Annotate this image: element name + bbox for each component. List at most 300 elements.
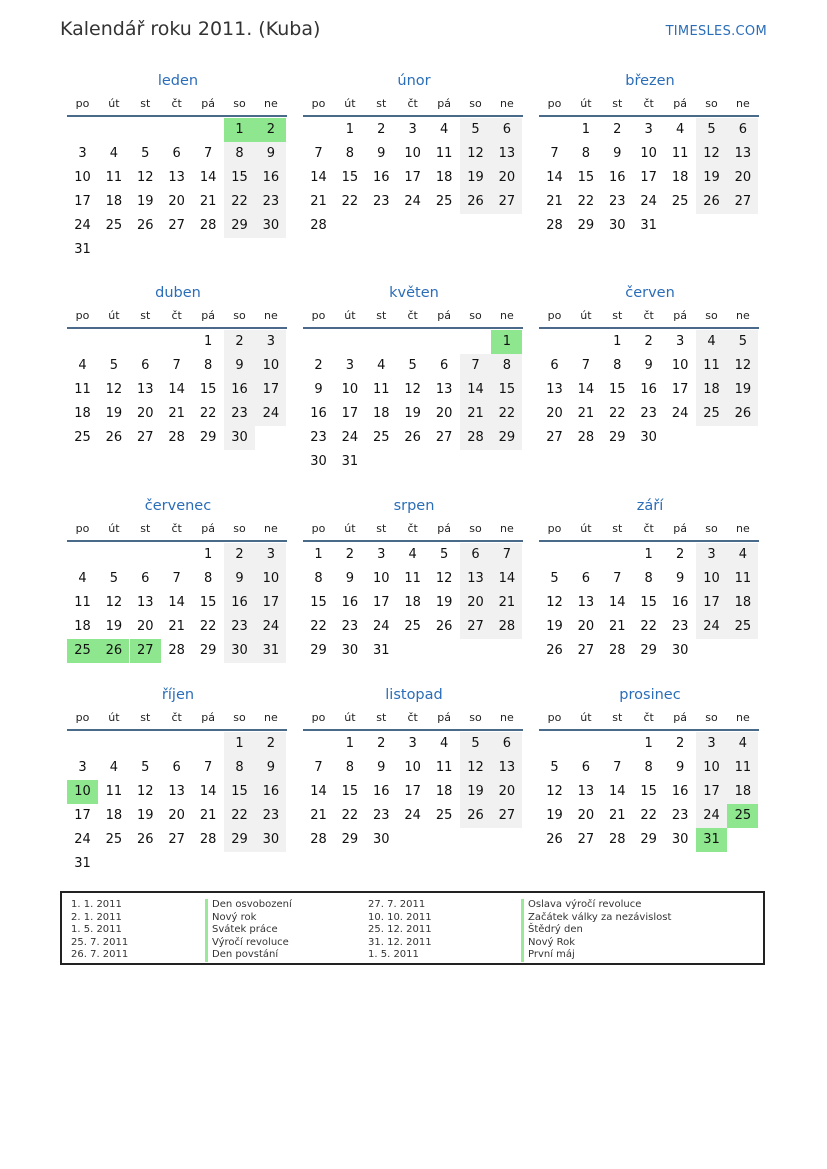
day-cell: 19 [435, 595, 453, 610]
day-cell: 16 [373, 784, 390, 799]
day-cell: 25 [435, 808, 453, 823]
weekday-header: st [376, 97, 387, 110]
day-cell: 24 [696, 804, 727, 828]
day-cell: 24 [696, 615, 727, 639]
day-cell: 14 [491, 567, 522, 591]
day-cell: 17 [74, 808, 91, 823]
holiday-date: 1. 1. 2011 [71, 899, 122, 910]
day-cell: 8 [203, 358, 213, 373]
day-cell: 20 [168, 808, 185, 823]
day-cell: 29 [609, 430, 626, 445]
day-cell: 24 [255, 615, 286, 639]
day-cell: 4 [727, 732, 758, 756]
day-cell: 28 [199, 218, 217, 233]
weekday-header: po [547, 309, 562, 322]
day-cell: 1 [203, 334, 213, 349]
day-cell: 23 [255, 190, 286, 214]
weekday-header: čt [171, 522, 182, 535]
day-cell: 21 [168, 406, 185, 421]
weekday-header: čt [407, 522, 418, 535]
day-cell: 17 [74, 194, 91, 209]
month-name: srpen [393, 498, 435, 514]
day-cell: 16 [255, 780, 286, 804]
day-cell: 10 [74, 170, 91, 185]
day-cell: 5 [460, 732, 491, 756]
weekday-header: st [140, 309, 151, 322]
day-cell: 11 [373, 382, 390, 397]
day-cell: 13 [435, 382, 453, 397]
day-cell: 14 [546, 170, 563, 185]
day-cell: 25 [727, 615, 758, 639]
day-cell: 30 [224, 426, 255, 450]
day-cell: 21 [310, 194, 327, 209]
day-cell: 23 [341, 619, 359, 634]
holiday-date: 27. 7. 2011 [368, 899, 426, 910]
day-cell: 25 [696, 402, 727, 426]
day-cell: 11 [727, 567, 758, 591]
day-cell: 20 [577, 619, 595, 634]
weekday-header: so [705, 97, 718, 110]
day-cell: 15 [199, 382, 217, 397]
month-leden [67, 73, 289, 273]
day-cell: 26 [137, 832, 154, 847]
month-divider [539, 115, 759, 117]
day-cell: 29 [199, 430, 217, 445]
day-cell: 14 [168, 382, 185, 397]
day-cell: 15 [224, 780, 255, 804]
month-name: duben [155, 285, 201, 301]
weekday-header: út [580, 97, 592, 110]
day-cell: 15 [577, 170, 595, 185]
day-cell: 1 [345, 122, 355, 137]
day-cell: 31 [640, 218, 657, 233]
day-cell: 8 [581, 146, 591, 161]
day-cell: 30 [255, 828, 286, 852]
month-červen [539, 285, 761, 485]
day-cell: 23 [310, 430, 327, 445]
day-cell: 21 [546, 194, 563, 209]
day-cell: 28 [460, 426, 491, 450]
day-cell: 31 [373, 643, 390, 658]
day-cell: 2 [377, 122, 386, 137]
day-cell: 20 [137, 406, 154, 421]
day-cell: 26 [137, 218, 154, 233]
day-cell: 19 [546, 619, 563, 634]
day-cell: 3 [255, 330, 286, 354]
day-cell: 6 [172, 146, 181, 161]
holiday-date: 2. 1. 2011 [71, 911, 122, 923]
month-divider [67, 327, 287, 329]
day-cell: 25 [404, 619, 421, 634]
weekday-header: ne [736, 522, 750, 535]
weekday-header: po [75, 97, 90, 110]
day-cell: 12 [546, 784, 563, 799]
day-cell: 27 [168, 218, 185, 233]
weekday-header: so [469, 309, 482, 322]
day-cell: 4 [109, 146, 119, 161]
day-cell: 2 [644, 334, 653, 349]
day-cell: 9 [377, 146, 386, 161]
day-cell: 10 [671, 358, 689, 373]
month-name: prosinec [619, 687, 681, 703]
holiday-dates-right [368, 899, 432, 962]
day-cell: 9 [675, 571, 685, 586]
day-cell: 24 [255, 402, 286, 426]
day-cell: 30 [224, 639, 255, 663]
day-cell: 8 [224, 756, 255, 780]
day-cell: 29 [224, 828, 255, 852]
day-cell: 25 [105, 218, 123, 233]
day-cell: 26 [404, 430, 421, 445]
day-cell: 30 [640, 430, 657, 445]
month-červenec [67, 498, 289, 698]
day-cell: 2 [345, 547, 355, 562]
month-divider [303, 540, 523, 542]
weekday-header: st [140, 711, 151, 724]
weekday-header: pá [201, 97, 215, 110]
day-cell: 11 [435, 146, 453, 161]
day-cell: 18 [74, 406, 91, 421]
weekday-header: ne [736, 309, 750, 322]
day-cell: 27 [460, 615, 491, 639]
day-cell: 18 [105, 808, 123, 823]
day-cell: 24 [373, 619, 390, 634]
weekday-header: st [612, 309, 623, 322]
month-name: únor [397, 73, 431, 89]
day-cell: 17 [696, 780, 727, 804]
holiday-date: 31. 12. 2011 [368, 936, 432, 948]
month-name: červenec [144, 498, 212, 514]
weekday-header: so [469, 97, 482, 110]
day-cell: 24 [74, 218, 91, 233]
weekday-header: čt [407, 309, 418, 322]
day-cell: 6 [172, 760, 181, 775]
day-cell: 5 [550, 571, 559, 586]
weekday-header: ne [264, 711, 278, 724]
day-cell: 31 [696, 828, 727, 852]
day-cell: 8 [644, 571, 653, 586]
weekday-header: ne [500, 711, 514, 724]
day-cell: 27 [546, 430, 563, 445]
day-cell: 8 [644, 760, 653, 775]
day-cell: 24 [74, 832, 91, 847]
day-cell: 6 [550, 358, 559, 373]
day-cell: 17 [373, 595, 390, 610]
month-name: červen [625, 285, 675, 301]
holiday-date: 1. 5. 2011 [71, 924, 122, 935]
day-cell: 7 [172, 571, 181, 586]
day-cell: 16 [224, 378, 255, 402]
weekday-header: pá [673, 309, 687, 322]
day-cell: 9 [255, 142, 286, 166]
weekday-header: po [311, 711, 326, 724]
holiday-name: Den povstání [205, 949, 292, 962]
day-cell: 4 [439, 736, 449, 751]
day-cell: 5 [141, 760, 150, 775]
day-cell: 19 [137, 808, 154, 823]
day-cell: 16 [671, 595, 689, 610]
day-cell: 1 [224, 118, 255, 142]
day-cell: 7 [581, 358, 591, 373]
weekday-header: st [376, 711, 387, 724]
day-cell: 29 [341, 832, 359, 847]
holiday-name: Den osvobození [205, 899, 292, 912]
month-name: leden [157, 73, 199, 89]
day-cell: 21 [310, 808, 327, 823]
day-cell: 12 [404, 382, 421, 397]
month-únor [303, 73, 525, 273]
day-cell: 3 [408, 122, 417, 137]
day-cell: 29 [640, 643, 657, 658]
day-cell: 15 [609, 382, 626, 397]
day-cell: 7 [203, 760, 213, 775]
weekday-header: ne [736, 711, 750, 724]
weekday-header: čt [643, 522, 654, 535]
day-cell: 3 [78, 760, 87, 775]
day-cell: 30 [609, 218, 626, 233]
holiday-name: První máj [521, 949, 671, 962]
weekday-header: čt [171, 711, 182, 724]
month-divider [67, 729, 287, 731]
day-cell: 7 [203, 146, 213, 161]
day-cell: 14 [609, 595, 626, 610]
weekday-header: so [469, 711, 482, 724]
day-cell: 9 [255, 756, 286, 780]
day-cell: 8 [613, 358, 622, 373]
day-cell: 7 [613, 571, 622, 586]
day-cell: 7 [550, 146, 559, 161]
day-cell: 19 [727, 378, 758, 402]
day-cell: 2 [377, 736, 386, 751]
day-cell: 12 [460, 142, 491, 166]
day-cell: 25 [105, 832, 123, 847]
day-cell: 22 [640, 808, 657, 823]
day-cell: 18 [105, 194, 123, 209]
weekday-header: pá [673, 97, 687, 110]
day-cell: 24 [640, 194, 657, 209]
day-cell: 9 [675, 760, 685, 775]
day-cell: 13 [137, 595, 154, 610]
day-cell: 22 [224, 190, 255, 214]
day-cell: 12 [546, 595, 563, 610]
day-cell: 14 [577, 382, 595, 397]
day-cell: 8 [224, 142, 255, 166]
day-cell: 26 [460, 190, 491, 214]
day-cell: 19 [105, 619, 123, 634]
day-cell: 18 [435, 170, 453, 185]
day-cell: 31 [74, 856, 91, 871]
weekday-header: ne [264, 309, 278, 322]
month-srpen [303, 498, 525, 698]
weekday-header: čt [643, 711, 654, 724]
month-divider [67, 540, 287, 542]
weekday-header: so [233, 711, 246, 724]
day-cell: 10 [640, 146, 657, 161]
month-divider [539, 729, 759, 731]
day-cell: 28 [168, 430, 185, 445]
weekday-header: po [311, 309, 326, 322]
day-cell: 24 [404, 194, 421, 209]
day-cell: 11 [404, 571, 421, 586]
day-cell: 14 [460, 378, 491, 402]
day-cell: 30 [341, 643, 359, 658]
day-cell: 13 [577, 784, 595, 799]
day-cell: 3 [255, 543, 286, 567]
day-cell: 1 [491, 330, 522, 354]
day-cell: 28 [168, 643, 185, 658]
day-cell: 26 [546, 832, 563, 847]
weekday-header: so [469, 522, 482, 535]
day-cell: 18 [727, 780, 758, 804]
day-cell: 8 [345, 146, 355, 161]
day-cell: 23 [671, 808, 689, 823]
holiday-name: Svátek práce [205, 924, 292, 937]
day-cell: 2 [224, 330, 255, 354]
day-cell: 5 [727, 330, 758, 354]
weekday-header: čt [643, 97, 654, 110]
day-cell: 25 [727, 804, 758, 828]
day-cell: 7 [491, 543, 522, 567]
weekday-header: so [233, 309, 246, 322]
month-name: březen [625, 73, 675, 89]
day-cell: 12 [137, 784, 154, 799]
day-cell: 10 [696, 756, 727, 780]
day-cell: 4 [377, 358, 386, 373]
day-cell: 14 [199, 784, 217, 799]
day-cell: 20 [577, 808, 595, 823]
day-cell: 4 [78, 358, 87, 373]
day-cell: 22 [609, 406, 626, 421]
weekday-header: út [108, 97, 120, 110]
day-cell: 1 [314, 547, 323, 562]
day-cell: 18 [671, 170, 689, 185]
day-cell: 2 [613, 122, 622, 137]
day-cell: 18 [435, 784, 453, 799]
day-cell: 7 [613, 760, 622, 775]
day-cell: 21 [460, 402, 491, 426]
weekday-header: út [344, 522, 356, 535]
day-cell: 5 [109, 571, 119, 586]
month-divider [539, 540, 759, 542]
weekday-header: út [580, 711, 592, 724]
day-cell: 5 [460, 118, 491, 142]
day-cell: 12 [460, 756, 491, 780]
day-cell: 23 [373, 194, 390, 209]
weekday-header: po [75, 711, 90, 724]
day-cell: 17 [404, 170, 421, 185]
day-cell: 27 [137, 430, 154, 445]
weekday-header: ne [264, 522, 278, 535]
day-cell: 31 [341, 454, 359, 469]
month-duben [67, 285, 289, 485]
day-cell: 12 [727, 354, 758, 378]
weekday-header: po [547, 522, 562, 535]
day-cell: 25 [67, 639, 98, 663]
site-link[interactable]: TIMESLES.COM [665, 24, 767, 39]
day-cell: 31 [74, 242, 91, 257]
day-cell: 11 [105, 784, 123, 799]
day-cell: 27 [168, 832, 185, 847]
day-cell: 22 [199, 406, 217, 421]
day-cell: 29 [224, 214, 255, 238]
day-cell: 30 [671, 643, 689, 658]
weekday-header: so [705, 309, 718, 322]
day-cell: 27 [130, 639, 161, 663]
day-cell: 6 [439, 358, 449, 373]
weekday-header: so [705, 711, 718, 724]
day-cell: 7 [460, 354, 491, 378]
day-cell: 19 [460, 166, 491, 190]
day-cell: 2 [675, 736, 685, 751]
day-cell: 29 [491, 426, 522, 450]
weekday-header: pá [437, 309, 451, 322]
weekday-header: st [140, 522, 151, 535]
day-cell: 26 [460, 804, 491, 828]
day-cell: 13 [460, 567, 491, 591]
day-cell: 21 [199, 194, 217, 209]
day-cell: 16 [224, 591, 255, 615]
day-cell: 20 [460, 591, 491, 615]
day-cell: 6 [581, 760, 591, 775]
weekday-header: so [233, 97, 246, 110]
day-cell: 24 [404, 808, 421, 823]
day-cell: 28 [491, 615, 522, 639]
month-květen [303, 285, 525, 485]
day-cell: 24 [671, 406, 689, 421]
day-cell: 26 [696, 190, 727, 214]
holiday-date: 25. 12. 2011 [368, 924, 432, 935]
day-cell: 15 [341, 784, 359, 799]
day-cell: 17 [404, 784, 421, 799]
day-cell: 21 [199, 808, 217, 823]
day-cell: 3 [644, 122, 653, 137]
holiday-date: 25. 7. 2011 [71, 936, 129, 948]
day-cell: 27 [491, 190, 522, 214]
day-cell: 7 [314, 760, 323, 775]
day-cell: 6 [491, 118, 522, 142]
day-cell: 15 [640, 784, 657, 799]
day-cell: 27 [727, 190, 758, 214]
day-cell: 8 [345, 760, 355, 775]
holiday-names-right [521, 899, 671, 962]
day-cell: 4 [408, 547, 417, 562]
day-cell: 21 [609, 808, 626, 823]
day-cell: 20 [168, 194, 185, 209]
weekday-header: čt [171, 97, 182, 110]
weekday-header: st [376, 309, 387, 322]
day-cell: 5 [408, 358, 417, 373]
day-cell: 28 [310, 218, 327, 233]
page-title: Kalendář roku 2011. (Kuba) [60, 18, 321, 40]
day-cell: 18 [696, 378, 727, 402]
day-cell: 28 [310, 832, 327, 847]
day-cell: 13 [168, 170, 185, 185]
day-cell: 18 [74, 619, 91, 634]
day-cell: 19 [105, 406, 123, 421]
weekday-header: út [344, 309, 356, 322]
day-cell: 21 [491, 591, 522, 615]
day-cell: 23 [255, 804, 286, 828]
day-cell: 9 [613, 146, 622, 161]
day-cell: 4 [439, 122, 449, 137]
day-cell: 5 [109, 358, 119, 373]
day-cell: 10 [67, 780, 98, 804]
day-cell: 26 [435, 619, 453, 634]
month-divider [67, 115, 287, 117]
weekday-header: út [580, 309, 592, 322]
weekday-header: ne [264, 97, 278, 110]
day-cell: 13 [137, 382, 154, 397]
